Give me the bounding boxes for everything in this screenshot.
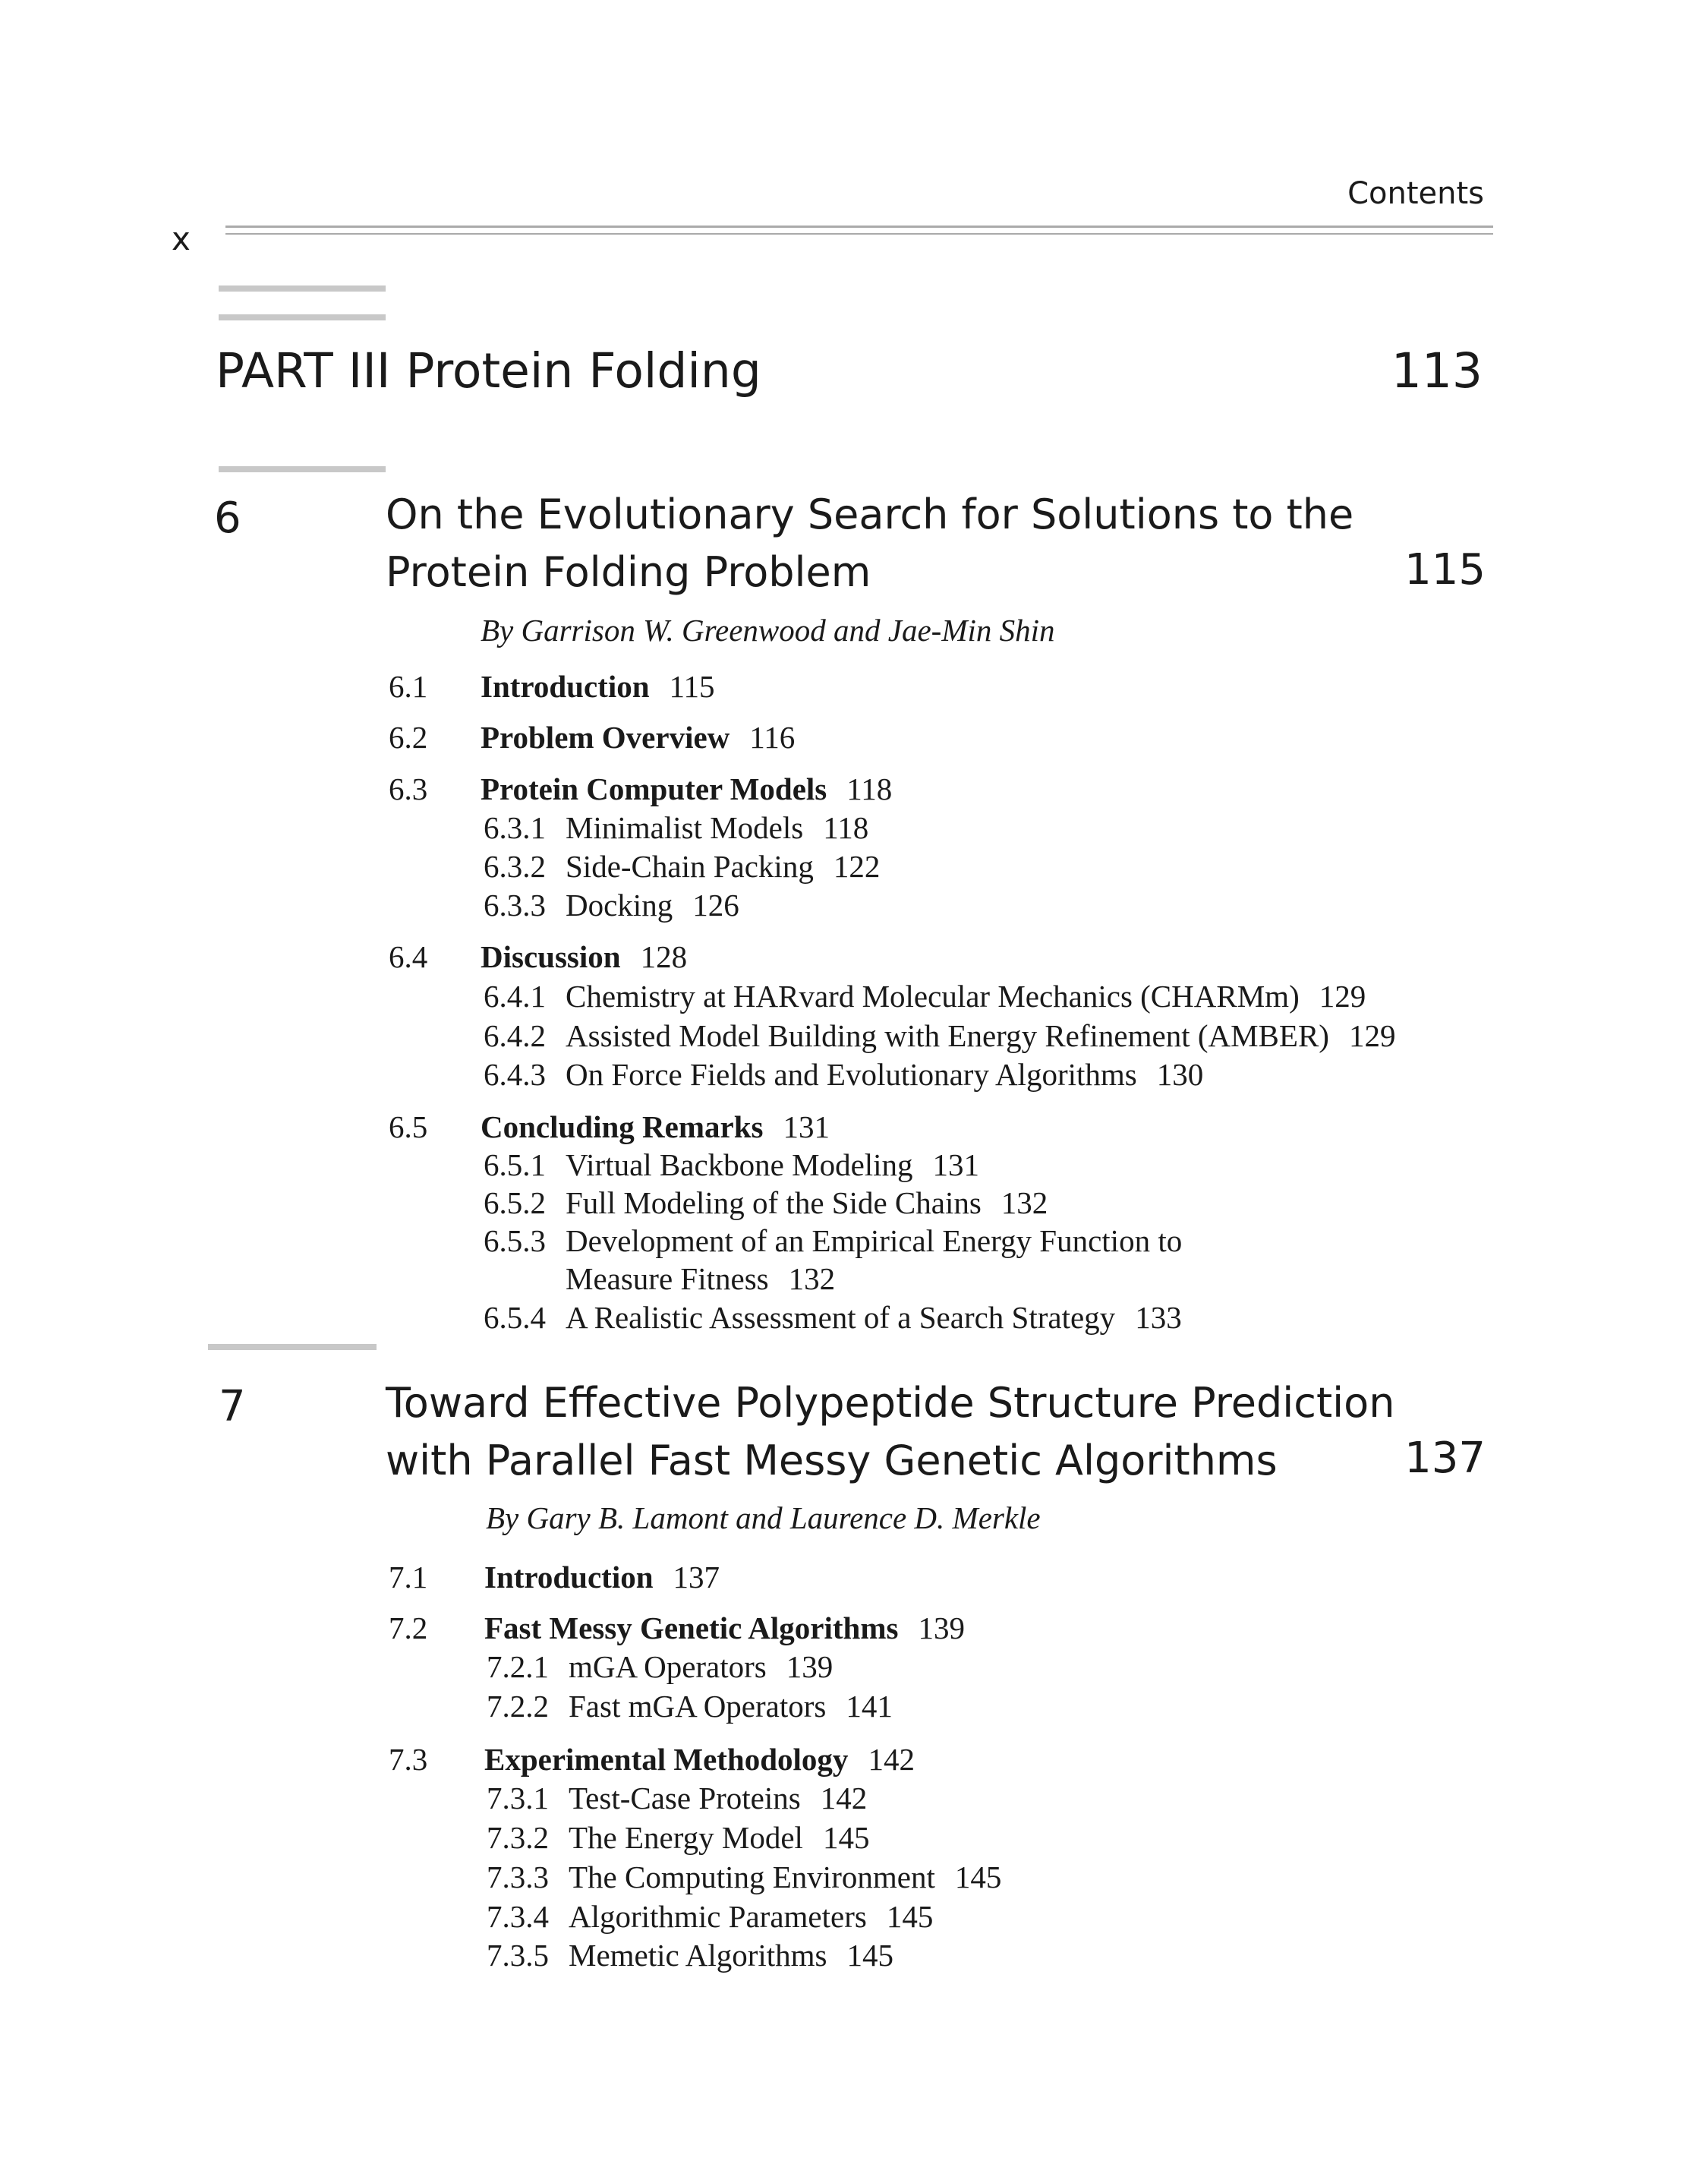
section-page: 137: [673, 1560, 720, 1595]
subsection-page: 145: [846, 1938, 893, 1973]
toc-entry[interactable]: [481, 771, 892, 807]
subsection-title: The Computing Environment: [569, 1860, 935, 1894]
chapter-number: 6: [214, 494, 241, 543]
chapter-byline: By Garrison W. Greenwood and Jae-Min Shin: [481, 613, 1055, 648]
subsection-title: Side-Chain Packing: [566, 849, 814, 884]
section-number: 6.4: [389, 939, 428, 974]
subsection-title-continued: Measure Fitness: [566, 1261, 769, 1296]
subsection-page: 118: [823, 810, 869, 845]
subsection-title: Minimalist Models: [566, 810, 804, 845]
toc-subentry[interactable]: [487, 1859, 1001, 1895]
section-page: 139: [918, 1610, 965, 1645]
subsection-number: 7.3.5: [487, 1938, 549, 1973]
chapter-title-line: with Parallel Fast Messy Genetic Algorithms: [386, 1437, 1278, 1484]
toc-entry[interactable]: [481, 1109, 830, 1145]
subsection-title: Assisted Model Building with Energy Refinement (AMBER): [566, 1018, 1329, 1053]
section-title: Problem Overview: [481, 720, 730, 755]
subsection-number: 7.3.2: [487, 1820, 549, 1855]
subsection-number: 6.4.3: [484, 1057, 546, 1092]
toc-subentry[interactable]: [484, 1017, 1395, 1054]
toc-entry[interactable]: [481, 719, 795, 756]
subsection-number: 6.4.1: [484, 979, 546, 1014]
toc-subentry[interactable]: [484, 848, 880, 885]
toc-subentry[interactable]: [484, 1147, 979, 1183]
toc-entry[interactable]: [481, 938, 687, 975]
subsection-page: 145: [822, 1820, 870, 1855]
subsection-number: 6.5.2: [484, 1185, 546, 1220]
chapter-page: 137: [1404, 1434, 1486, 1483]
section-number: 6.2: [389, 720, 428, 755]
subsection-number: 6.3.3: [484, 888, 546, 923]
subsection-title: Fast mGA Operators: [569, 1689, 827, 1724]
section-number: 6.5: [389, 1109, 428, 1144]
toc-entry[interactable]: [484, 1559, 720, 1595]
subsection-page: 139: [786, 1649, 834, 1684]
subsection-number: 6.3.2: [484, 849, 546, 884]
section-number: 7.2: [389, 1610, 428, 1645]
subsection-title: On Force Fields and Evolutionary Algorithms: [566, 1057, 1137, 1092]
toc-subentry[interactable]: [484, 1299, 1182, 1336]
subsection-title: Development of an Empirical Energy Function to: [566, 1223, 1183, 1258]
toc-subentry[interactable]: [487, 1898, 933, 1935]
subsection-number: 6.5.1: [484, 1147, 546, 1182]
subsection-number: 6.5.4: [484, 1300, 546, 1335]
section-title: Introduction: [484, 1560, 654, 1595]
toc-subentry[interactable]: [487, 1688, 893, 1724]
section-page: 118: [846, 771, 893, 806]
section-page: 128: [640, 939, 688, 974]
toc-entry[interactable]: [481, 668, 715, 705]
subsection-number: 6.3.1: [484, 810, 546, 845]
chapter-title-line: Protein Folding Problem: [386, 548, 871, 596]
subsection-title: Algorithmic Parameters: [569, 1899, 867, 1934]
chapter-page: 115: [1404, 545, 1486, 595]
subsection-title: Docking: [566, 888, 673, 923]
toc-subentry[interactable]: [484, 1185, 1048, 1221]
subsection-number: 6.4.2: [484, 1018, 546, 1053]
subsection-title: mGA Operators: [569, 1649, 767, 1684]
subsection-number: 7.3.4: [487, 1899, 549, 1934]
subsection-page: 129: [1348, 1018, 1396, 1053]
section-number: 6.1: [389, 669, 428, 704]
subsection-page: 132: [788, 1261, 836, 1296]
subsection-title: Memetic Algorithms: [569, 1938, 827, 1973]
toc-subentry-continued: [566, 1260, 835, 1297]
chapter-title-line: Toward Effective Polypeptide Structure Prediction: [386, 1379, 1395, 1427]
section-page: 131: [783, 1109, 830, 1144]
toc-entry[interactable]: [484, 1741, 915, 1778]
chapter-title: [386, 486, 1353, 601]
subsection-number: 7.3.3: [487, 1860, 549, 1894]
section-title: Fast Messy Genetic Algorithms: [484, 1610, 899, 1645]
section-title: Introduction: [481, 669, 650, 704]
subsection-title: Full Modeling of the Side Chains: [566, 1185, 982, 1220]
toc-subentry[interactable]: [484, 1222, 1182, 1259]
toc-subentry[interactable]: [484, 978, 1366, 1014]
toc-entry[interactable]: [484, 1610, 965, 1646]
subsection-number: 7.2.2: [487, 1689, 549, 1724]
decorative-bar: [219, 314, 386, 320]
section-page: 116: [749, 720, 796, 755]
decorative-bar: [219, 285, 386, 292]
decorative-bar: [219, 466, 386, 472]
section-title: Discussion: [481, 939, 621, 974]
header-rule: [225, 233, 1493, 235]
toc-subentry[interactable]: [487, 1648, 833, 1685]
section-number: 7.3: [389, 1742, 428, 1777]
subsection-page: 122: [833, 849, 881, 884]
subsection-page: 141: [846, 1689, 893, 1724]
section-number: 6.3: [389, 771, 428, 806]
decorative-bar: [208, 1344, 377, 1350]
running-head: Contents: [1347, 176, 1484, 211]
section-page: 115: [669, 669, 715, 704]
part-title: PART III Protein Folding: [216, 343, 761, 399]
toc-subentry[interactable]: [487, 1937, 893, 1973]
subsection-page: 145: [886, 1899, 934, 1934]
subsection-page: 145: [954, 1860, 1002, 1894]
page-number: x: [172, 220, 191, 257]
toc-subentry[interactable]: [484, 809, 868, 846]
subsection-page: 142: [820, 1781, 868, 1815]
subsection-page: 131: [932, 1147, 980, 1182]
section-title: Experimental Methodology: [484, 1742, 849, 1777]
section-title: Protein Computer Models: [481, 771, 827, 806]
subsection-number: 7.3.1: [487, 1781, 549, 1815]
section-title: Concluding Remarks: [481, 1109, 764, 1144]
toc-subentry[interactable]: [487, 1819, 869, 1856]
subsection-page: 133: [1135, 1300, 1182, 1335]
header-rule: [225, 226, 1493, 228]
subsection-title: The Energy Model: [569, 1820, 803, 1855]
subsection-number: 7.2.1: [487, 1649, 549, 1684]
subsection-title: A Realistic Assessment of a Search Strategy: [566, 1300, 1116, 1335]
subsection-title: Virtual Backbone Modeling: [566, 1147, 913, 1182]
chapter-title-line: On the Evolutionary Search for Solutions to the: [386, 491, 1354, 538]
subsection-page: 130: [1156, 1057, 1204, 1092]
subsection-page: 132: [1001, 1185, 1048, 1220]
part-page: 113: [1391, 343, 1483, 399]
toc-subentry[interactable]: [487, 1780, 867, 1816]
subsection-page: 129: [1319, 979, 1366, 1014]
toc-subentry[interactable]: [484, 1056, 1203, 1093]
subsection-number: 6.5.3: [484, 1223, 546, 1258]
chapter-title: [386, 1374, 1394, 1490]
section-number: 7.1: [389, 1560, 428, 1595]
subsection-title: Chemistry at HARvard Molecular Mechanics (CHARMm): [566, 979, 1300, 1014]
toc-subentry[interactable]: [484, 887, 739, 923]
subsection-title: Test-Case Proteins: [569, 1781, 801, 1815]
section-page: 142: [868, 1742, 915, 1777]
subsection-page: 126: [692, 888, 739, 923]
chapter-byline: By Gary B. Lamont and Laurence D. Merkle: [486, 1500, 1041, 1535]
chapter-number: 7: [219, 1382, 246, 1431]
